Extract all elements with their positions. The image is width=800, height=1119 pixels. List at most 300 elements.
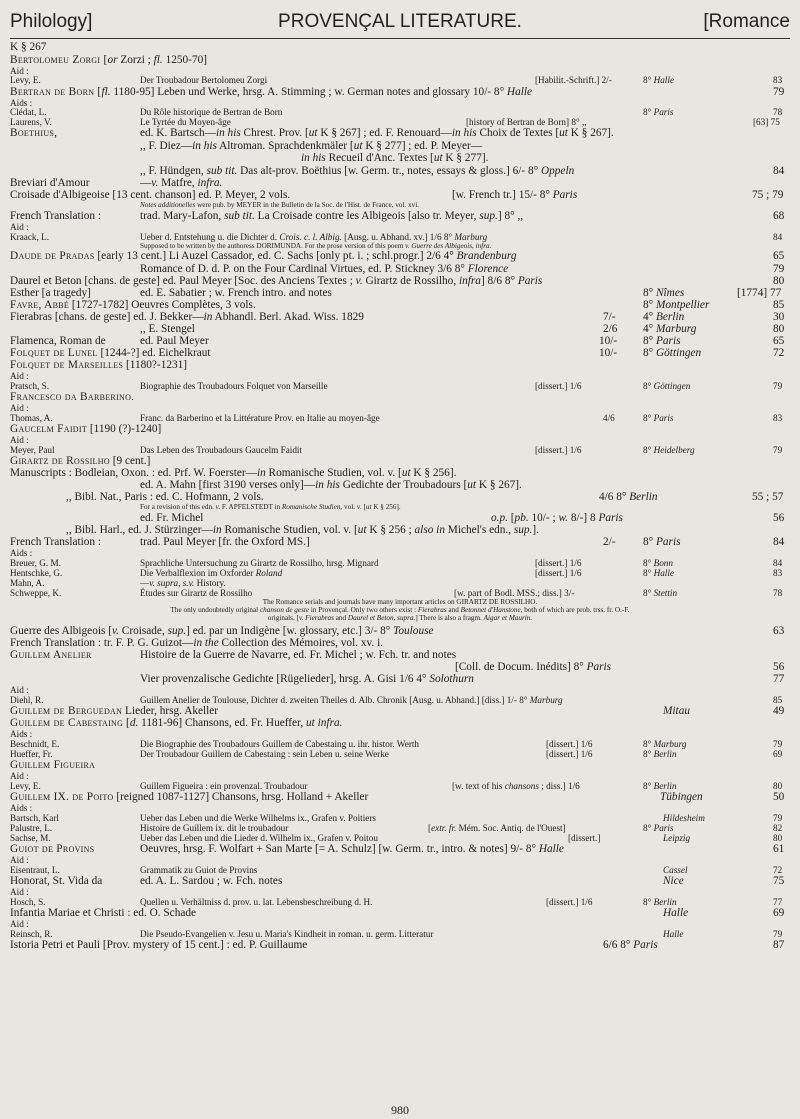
text-run: 8° <box>643 749 654 759</box>
italic-text: infra <box>458 275 481 287</box>
italic-text: Paris <box>653 823 674 833</box>
text-run: ,, Bibl. Harl., ed. J. Stürzinger— <box>66 524 213 536</box>
header-rule <box>10 38 790 39</box>
text-line <box>568 833 600 843</box>
text-run: Aid : <box>10 887 29 897</box>
small-caps-heading: Girartz de Rossilho <box>10 455 110 467</box>
text-line <box>643 749 677 759</box>
text-run: French Translation : tr. F. P. G. Guizot— <box>10 637 194 649</box>
text-run: Eisentraut, L. <box>10 865 60 875</box>
italic-text: Halle <box>653 75 674 85</box>
text-run: [dissert.] 1/6 <box>546 739 593 749</box>
text-line <box>10 919 29 929</box>
text-line <box>10 685 29 695</box>
italic-text: v. <box>355 275 363 287</box>
text-run: 80 <box>773 275 785 287</box>
italic-text: Notes additionelles <box>140 201 196 209</box>
text-line <box>603 323 617 335</box>
text-run: Flamenca, Roman de <box>10 335 106 347</box>
text-run: [9 cent.] <box>109 455 151 467</box>
text-run: Levy, E. <box>10 781 41 791</box>
text-run: Croisade d'Albigeoise [13 cent. chanson] ed. P. Meyer, 2 vols. <box>10 189 291 201</box>
italic-text: sup. <box>167 625 187 637</box>
text-line <box>10 232 49 242</box>
text-run: Guerre des Albigeois [ <box>10 625 112 637</box>
italic-text: Berlin <box>656 311 685 323</box>
text-line <box>140 75 267 85</box>
text-run: [1244-?] ed. Eichelkraut <box>97 347 211 359</box>
italic-text: extr. fr. <box>431 823 457 833</box>
text-run: 4° <box>643 323 656 335</box>
text-line <box>773 843 784 855</box>
italic-text: v. <box>151 177 159 189</box>
page-number: 980 <box>391 1103 409 1117</box>
text-line <box>140 649 456 661</box>
italic-text: ut infra. <box>306 717 343 729</box>
text-line <box>452 189 577 201</box>
text-run: 8° <box>643 568 654 578</box>
text-line <box>10 117 52 127</box>
text-run: ed. E. Sabatier ; w. French intro. and notes <box>140 287 332 299</box>
text-run: Le Tyrtée du Moyen-âge <box>140 117 231 127</box>
italic-text: Paris <box>633 939 658 951</box>
text-line <box>643 558 673 568</box>
text-line <box>546 897 592 907</box>
text-run: Guillem Anelier de Toulouse, Dichter d. zweiten Theiles d. Alb. Chronik [Ausg. u. Abhand.] [diss.] 1/- 8° <box>140 695 530 705</box>
text-run: 8° <box>643 739 654 749</box>
text-run: 8° <box>643 897 654 907</box>
text-run: Istoria Petri et Pauli [Prov. mystery of 15 cent.] : ed. P. Guillaume <box>10 939 308 951</box>
text-run: Reinsch, R. <box>10 929 53 939</box>
text-line <box>643 107 674 117</box>
text-run: 8° <box>643 413 654 423</box>
text-run: 1181-96] Chansons, ed. Fr. Hueffer, <box>138 717 307 729</box>
text-line <box>10 423 161 435</box>
text-run: French Translation : <box>10 536 102 548</box>
text-line <box>643 739 686 749</box>
italic-text: Berlin <box>653 781 677 791</box>
italic-text: in his <box>315 479 340 491</box>
text-line <box>773 865 782 875</box>
italic-text: Fierabras <box>417 606 447 614</box>
text-line <box>0 614 800 622</box>
text-line <box>603 939 658 951</box>
text-line <box>10 311 364 323</box>
italic-text: ut <box>365 503 372 511</box>
text-run: trad. Paul Meyer [fr. the Oxford MS.] <box>140 536 310 548</box>
text-run: 69 <box>773 907 785 919</box>
italic-text: ut <box>308 127 318 139</box>
text-run: both of which are prob. trss. fr. O.-F. <box>522 606 630 614</box>
text-line <box>773 705 784 717</box>
text-run: For a revision of this edn. <box>140 503 216 511</box>
text-run: 69 <box>773 749 783 759</box>
text-line <box>10 75 41 85</box>
text-run: [dissert.] 1/6 <box>546 749 593 759</box>
italic-text: in <box>256 467 266 479</box>
italic-text: Leipzig <box>663 833 691 843</box>
text-line <box>10 823 52 833</box>
text-line <box>643 445 695 455</box>
text-line <box>66 524 539 536</box>
text-run: ed. A. Mahn [first 3190 verses only]— <box>140 479 316 491</box>
text-run: [w. French tr.] 15/- 8° <box>452 189 553 201</box>
text-run: 8° <box>643 781 654 791</box>
italic-text: v. supra, s.v. <box>149 578 195 588</box>
text-line <box>773 749 782 759</box>
text-run: Mahn, A. <box>10 578 45 588</box>
text-line <box>773 210 784 222</box>
text-run: 65 <box>773 335 785 347</box>
text-run: Supposed to be written by the authoress DORIMUNDA. For the prose version of this poem <box>140 242 406 250</box>
text-run: [ <box>123 717 130 729</box>
text-run: 87 <box>773 939 785 951</box>
text-line <box>10 558 61 568</box>
text-line <box>140 588 252 598</box>
text-run: The Romance serials and journals have many important articles on GIRARTZ DE ROSSILHO. <box>262 598 538 606</box>
text-run: ,, F. Diez— <box>140 140 193 152</box>
small-caps-heading: Guillem de Berguedan <box>10 705 123 717</box>
text-run: Matfre, <box>158 177 198 189</box>
text-run: Thomas, A. <box>10 413 53 423</box>
text-run: Zorzi ; <box>117 54 154 66</box>
text-line <box>663 705 690 717</box>
text-run: 8° <box>643 588 654 598</box>
text-run: 78 <box>773 107 783 117</box>
italic-text: in <box>212 524 222 536</box>
text-line <box>773 695 782 705</box>
text-line <box>10 749 53 759</box>
text-run: vol. v. [ <box>342 503 366 511</box>
italic-text: fl. <box>101 86 111 98</box>
italic-text: Paris <box>586 661 612 673</box>
text-run: 8° <box>643 823 654 833</box>
text-run: 85 <box>773 695 783 705</box>
text-line <box>773 381 782 391</box>
text-run: 68 <box>773 210 785 222</box>
small-caps-heading: Guillem de Cabestaing <box>10 717 124 729</box>
text-line <box>10 391 134 403</box>
text-line <box>10 833 51 843</box>
text-line <box>10 413 53 423</box>
text-run: ; diss.] 1/6 <box>538 781 580 791</box>
text-run: 8° <box>643 381 654 391</box>
text-line <box>428 823 566 833</box>
text-line <box>535 558 581 568</box>
text-line <box>140 165 574 177</box>
text-run: [63] 75 <box>753 117 780 127</box>
text-run: [1774] 77 <box>737 287 782 299</box>
text-line <box>773 335 784 347</box>
text-run: K § 277]. <box>442 152 489 164</box>
text-run: F. APFELSTEDT in <box>220 503 282 511</box>
text-run: ,, E. Stengel <box>140 323 195 335</box>
text-run: 77 <box>773 673 785 685</box>
text-line <box>599 335 617 347</box>
italic-text: ut <box>357 524 367 536</box>
text-run: ] ed. par un Indigène [w. glossary, etc.] 3/- 8° <box>186 625 394 637</box>
text-line <box>10 717 342 729</box>
text-run: 30 <box>773 311 785 323</box>
text-line <box>773 263 784 275</box>
text-line <box>643 335 680 347</box>
italic-text: Paris <box>598 512 623 524</box>
text-line <box>140 107 282 117</box>
italic-text: Paris <box>656 536 681 548</box>
text-run: Du Rôle historique de Bertran de Born <box>140 107 283 117</box>
text-run: [Ausg. u. Abhand. xv.] 1/6 8° <box>341 232 455 242</box>
text-line <box>10 813 59 823</box>
text-line <box>10 127 57 139</box>
text-run: Sprachliche Untersuchung zu Girartz de Rossilho, hrsg. Mignard <box>140 558 379 568</box>
text-line <box>10 536 101 548</box>
text-run: K § 256]. <box>371 503 401 511</box>
text-line <box>140 833 378 843</box>
text-run: Levy, E. <box>10 75 41 85</box>
italic-text: Halle <box>506 86 533 98</box>
text-run: 8° <box>643 445 654 455</box>
italic-text: in his <box>301 152 326 164</box>
text-run: ed. Fr. Michel <box>140 512 204 524</box>
text-line <box>452 781 580 791</box>
text-line <box>140 875 282 887</box>
small-caps-heading: Folquet de Lunel <box>10 347 98 359</box>
small-caps-heading: Bertolomeu Zorgi [ <box>10 54 108 66</box>
italic-text: ut <box>559 127 568 139</box>
text-run: 8° <box>643 75 654 85</box>
text-line <box>773 791 784 803</box>
text-line <box>10 588 61 598</box>
italic-text: ut <box>353 140 363 152</box>
text-run: [Coll. de Docum. Inédits] 8° <box>455 661 587 673</box>
text-run: Recueil d'Anc. Textes [ <box>325 152 434 164</box>
italic-text: Crois. c. l. Albig. <box>279 232 342 242</box>
running-header-right: [Romance <box>703 11 790 32</box>
text-line <box>140 536 310 548</box>
text-run: Infantia Mariae et Christi : ed. O. Schade <box>10 907 197 919</box>
text-run: and <box>333 614 348 622</box>
text-run: Hentschke, G. <box>10 568 63 578</box>
italic-text: ut <box>467 479 477 491</box>
text-line <box>140 695 563 705</box>
running-header-left: Philology] <box>10 11 93 32</box>
text-line <box>466 117 587 127</box>
text-run: Der Troubadour Bertolomeu Zorgi <box>140 75 268 85</box>
text-line <box>140 512 203 524</box>
text-line <box>643 588 677 598</box>
italic-text: sup. <box>513 524 533 536</box>
text-run: ]. <box>532 524 539 536</box>
text-run: 8° <box>643 558 654 568</box>
text-run: Aid : <box>10 855 29 865</box>
text-run: [history of Bertran de Born] 8° ,, <box>466 117 587 127</box>
text-line <box>773 445 782 455</box>
text-run: Der Troubadour Guillem de Cabestaing : sein Leben u. seine Werke <box>140 749 389 759</box>
small-caps-heading: Guiot de Provins <box>10 843 95 855</box>
text-line <box>10 705 218 717</box>
italic-text: Halle <box>663 907 689 919</box>
text-run: Aids : <box>10 803 33 813</box>
text-run: Die Verbalflexion im Oxforder <box>140 568 256 578</box>
text-run: 8° <box>643 536 656 548</box>
text-run: Chrest. Prov. [ <box>240 127 309 139</box>
text-line <box>140 127 614 139</box>
text-run: Aids : <box>10 729 33 739</box>
text-run: Études sur Girartz de Rossilho <box>140 588 253 598</box>
text-run: K § 267 <box>10 41 47 53</box>
text-run: [1180?-1231] <box>123 359 188 371</box>
small-caps-heading: Francesco da Barberino. <box>10 391 135 403</box>
text-run: 1180-95] Leben und Werke, hrsg. A. Stimming ; w. German notes and glossary 10/- 8° <box>110 86 507 98</box>
italic-text: chanson de geste <box>259 606 310 614</box>
text-run: 4/6 <box>603 413 615 423</box>
italic-text: Romanische Studien, <box>281 503 343 511</box>
text-line <box>140 578 226 588</box>
italic-text: sub tit. <box>224 210 255 222</box>
text-run: 8° <box>643 347 656 359</box>
italic-text: Paris <box>656 335 681 347</box>
text-line <box>140 843 564 855</box>
text-line <box>301 152 488 164</box>
italic-text: v. <box>215 503 221 511</box>
text-line <box>752 491 783 503</box>
text-line <box>603 536 616 548</box>
text-run: Aid : <box>10 771 29 781</box>
text-line <box>140 323 195 335</box>
text-run: 79 <box>773 739 783 749</box>
text-line <box>10 843 94 855</box>
text-line <box>140 739 419 749</box>
italic-text: Berlin <box>653 897 677 907</box>
text-line <box>140 140 482 152</box>
text-line <box>599 347 617 359</box>
text-run: [early 13 cent.] Li Auzel Cassador, ed. C. Sachs [only pt. i. ; schl.progr.] 2/6 4° <box>94 250 457 262</box>
text-run: ed. Paul Meyer <box>140 335 209 347</box>
text-run: trad. Mary-Lafon, <box>140 210 225 222</box>
italic-text: Berlin <box>653 749 677 759</box>
text-run: Breuer, G. M. <box>10 558 61 568</box>
italic-text: Hildesheim <box>663 813 705 823</box>
text-run: 2/- <box>603 536 616 548</box>
text-run: Altroman. Sprachdenkmäler [ <box>216 140 354 152</box>
text-run: originals. [ <box>267 614 299 622</box>
text-line <box>140 823 288 833</box>
text-run: Aids : <box>10 548 33 558</box>
italic-text: in the <box>193 637 219 649</box>
text-run: Romanische Studien, vol. v. [ <box>221 524 358 536</box>
text-line <box>773 311 784 323</box>
text-line <box>10 287 91 299</box>
text-line <box>643 311 684 323</box>
text-run: 84 <box>773 232 783 242</box>
text-line <box>773 939 784 951</box>
text-run: [dissert.] 1/6 <box>535 558 582 568</box>
text-line <box>140 177 222 189</box>
text-line <box>140 242 491 250</box>
italic-text: Nice <box>663 875 684 887</box>
text-run: Ueber d. Entstehung u. die Dichter d. <box>140 232 280 242</box>
text-line <box>10 897 45 907</box>
text-line <box>603 311 616 323</box>
text-run: Aids : <box>10 98 33 108</box>
italic-text: Stettin <box>653 588 678 598</box>
text-line <box>10 865 60 875</box>
text-line <box>773 897 782 907</box>
text-line <box>663 833 690 843</box>
text-run: 6/6 8° <box>603 939 634 951</box>
italic-text: v. Fierabras <box>298 614 334 622</box>
text-run: Histoire de la Guerre de Navarre, ed. Fr. Michel ; w. Fch. tr. and notes <box>140 649 457 661</box>
italic-text: in <box>203 311 213 323</box>
italic-text: Marburg <box>454 232 488 242</box>
text-run: — <box>140 578 150 588</box>
text-run: Das alt-prov. Boëthius [w. Germ. tr., notes, essays & gloss.] 6/- 8° <box>237 165 541 177</box>
text-run: Aid : <box>10 222 29 232</box>
text-line <box>773 661 784 673</box>
text-line <box>140 413 380 423</box>
text-line <box>773 86 784 98</box>
text-run: Honorat, St. Vida da <box>10 875 103 887</box>
text-run: Beschnidt, E. <box>10 739 60 749</box>
text-line <box>10 548 32 558</box>
italic-text: Bonn <box>653 558 673 568</box>
text-line <box>10 222 29 232</box>
text-line <box>0 598 800 606</box>
text-line <box>773 907 784 919</box>
text-line <box>10 335 106 347</box>
text-line <box>663 875 684 887</box>
text-line <box>643 381 690 391</box>
text-line <box>643 323 696 335</box>
text-run: [ <box>428 823 432 833</box>
text-line <box>535 445 581 455</box>
text-run: [w. text of his <box>452 781 505 791</box>
text-run: ] 8/6 8° <box>480 275 518 287</box>
text-line <box>10 803 32 813</box>
text-line <box>773 232 782 242</box>
italic-text: Daurel et Beton, supra. <box>347 614 416 622</box>
text-line <box>140 210 523 222</box>
text-line <box>10 855 29 865</box>
text-run: 84 <box>773 536 785 548</box>
text-line <box>10 625 434 637</box>
text-run: Fierabras [chans. de geste] ed. J. Bekker— <box>10 311 204 323</box>
text-line <box>773 673 784 685</box>
text-line <box>140 568 282 578</box>
text-run: 72 <box>773 347 785 359</box>
text-run: 10/- ; <box>528 512 559 524</box>
text-run: La Croisade contre les Albigeois [also tr. Meyer, <box>254 210 480 222</box>
text-line <box>10 695 43 705</box>
text-run: Sachse, M. <box>10 833 51 843</box>
text-line <box>663 865 688 875</box>
text-run: in Provençal. Only two others exist : <box>309 606 418 614</box>
text-run: [reigned 1087-1127] Chansons, hrsg. Holland + Akeller <box>113 791 369 803</box>
text-run: Ueber das Leben und die Werke Wilhelms ix., Grafen v. Poitiers <box>140 813 376 823</box>
text-line <box>773 413 782 423</box>
text-run: [dissert.] <box>568 833 601 843</box>
text-line <box>737 287 781 299</box>
text-line <box>10 649 92 661</box>
text-run: Die Biographie des Troubadours Guillem de Cabestaing u. ihr. histor. Werth <box>140 739 420 749</box>
text-line <box>773 165 784 177</box>
text-run: Oeuvres, hrsg. F. Wolfart + San Marte [= A. Schulz] [w. Germ. tr., intro. & notes] 9/- 8° <box>140 843 539 855</box>
text-run: Guillem Figueira : ein provenzal. Troubadour <box>140 781 308 791</box>
text-line <box>773 347 784 359</box>
text-run: Michel's edn., <box>444 524 514 536</box>
text-line <box>603 413 615 423</box>
text-run: Romanische Studien, vol. v. [ <box>265 467 402 479</box>
